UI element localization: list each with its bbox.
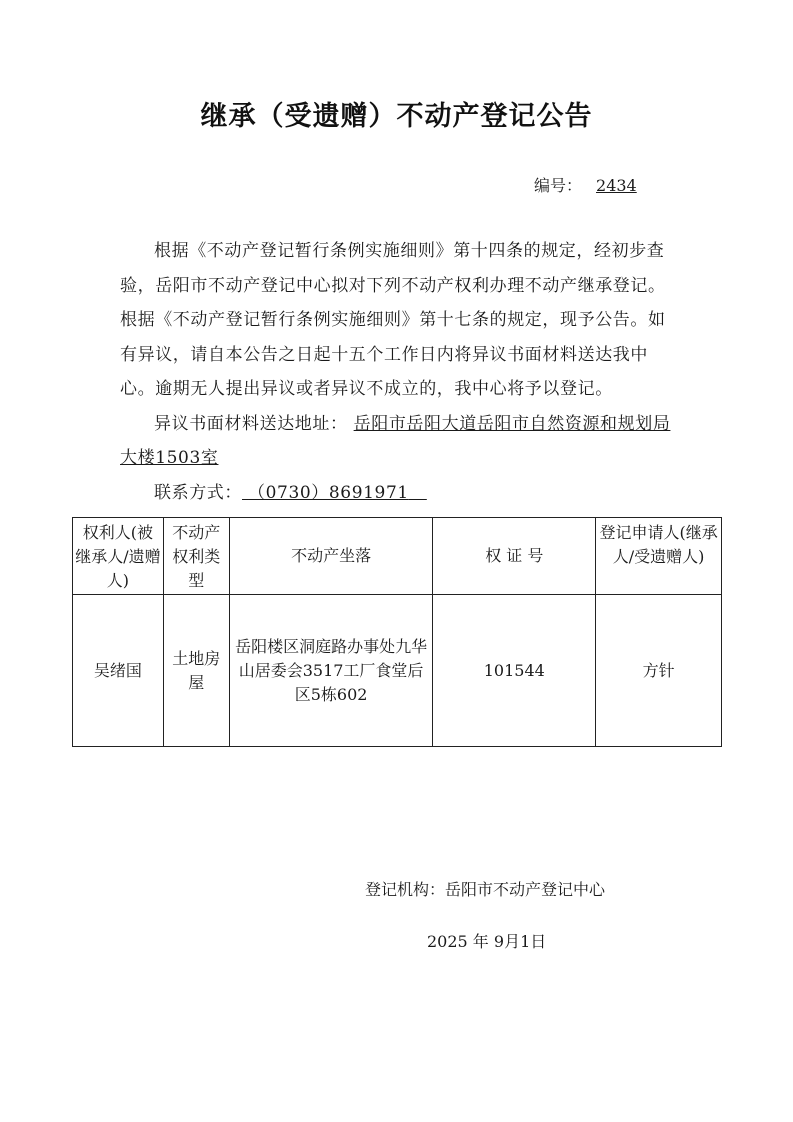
header-holder: 权利人(被继承人/遗赠人)	[73, 518, 164, 595]
table-header-row	[73, 518, 722, 595]
cell-type: 土地房屋	[163, 595, 229, 747]
table-row	[73, 595, 722, 747]
cell-applicant: 方针	[596, 595, 722, 747]
notice-paragraph: 根据《不动产登记暂行条例实施细则》第十四条的规定，经初步查验，岳阳市不动产登记中心拟对下列不动产权利办理不动产继承登记。根据《不动产登记暂行条例实施细则》第十七条的规定，现予公告。如有异议，请自本公告之日起十五个工作日内将异议书面材料送达我中心。逾期无人提出异议或者异议不成立的，我中心将予以登记。	[120, 241, 666, 399]
contact-value: （0730）8691971	[248, 482, 409, 503]
address-line	[120, 407, 676, 476]
registration-authority: 登记机构：岳阳市不动产登记中心	[365, 880, 606, 899]
notice-body	[120, 234, 676, 510]
notice-number-value: 2434	[596, 176, 637, 195]
cell-location: 岳阳楼区洞庭路办事处九华山居委会3517工厂食堂后区5栋602	[229, 595, 433, 747]
contact-line	[120, 476, 676, 511]
registration-table	[72, 517, 722, 747]
cell-cert: 101544	[433, 595, 596, 747]
notice-number	[534, 173, 637, 196]
page-title: 继承（受遗赠）不动产登记公告	[200, 101, 593, 132]
cell-holder: 吴绪国	[73, 595, 164, 747]
header-type: 不动产权利类型	[163, 518, 229, 595]
header-cert: 权 证 号	[433, 518, 596, 595]
header-applicant: 登记申请人(继承人/受遗赠人)	[596, 518, 722, 595]
contact-label: 联系方式：	[154, 482, 242, 503]
notice-number-label: 编号：	[534, 176, 583, 195]
notice-date: 2025 年 9月1日	[427, 932, 547, 951]
header-location: 不动产坐落	[229, 518, 433, 595]
address-value: 岳阳市岳阳大道岳阳市自然资源和规划局大楼1503室	[120, 413, 671, 468]
address-label: 异议书面材料送达地址：	[154, 413, 348, 434]
